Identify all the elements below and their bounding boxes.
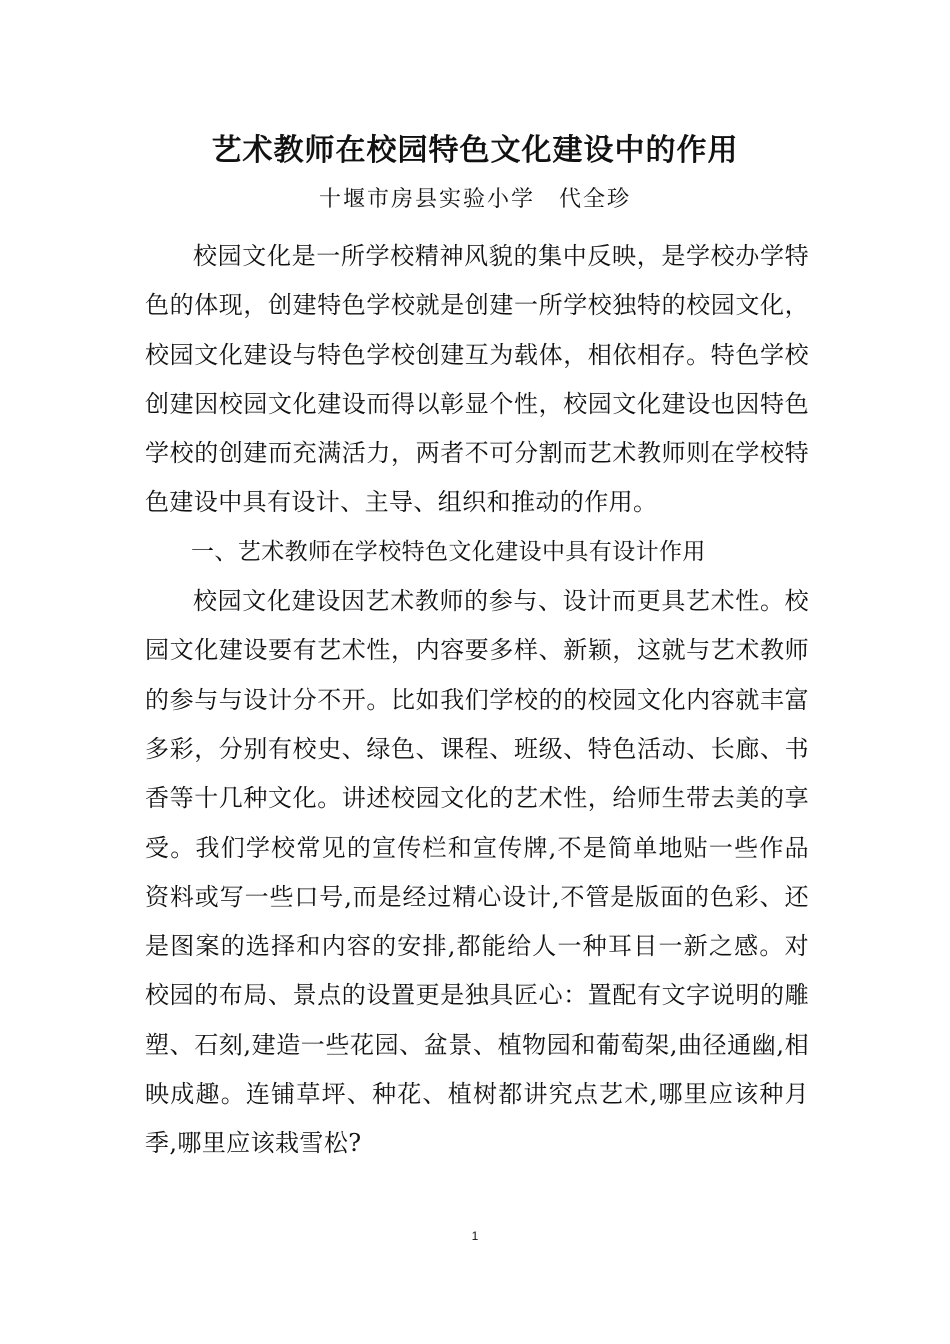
intro-paragraph: 校园文化是一所学校精神风貌的集中反映，是学校办学特色的体现，创建特色学校就是创建一所学校独特的校园文化，校园文化建设与特色学校创建互为载体，相依相存。特色学校创建因校园文化建设而得以彰显个性，校园文化建设也因特色学校的创建而充满活力，两者不可分割而艺术教师则在学校特色建设中具有设计、主导、组织和推动的作用。 <box>145 242 809 517</box>
author-line: 十堰市房县实验小学 代全珍 <box>318 187 631 212</box>
section-heading: 一、艺术教师在学校特色文化建设中具有设计作用 <box>191 538 706 565</box>
section-paragraph: 校园文化建设因艺术教师的参与、设计而更具艺术性。校园文化建设要有艺术性，内容要多样、新颖，这就与艺术教师的参与与设计分不开。比如我们学校的的校园文化内容就丰富多彩，分别有校史、绿色、课程、班级、特色活动、长廊、书香等十几种文化。讲述校园文化的艺术性，给师生带去美的享受。我们学校常见的宣传栏和宣传牌,不是简单地贴一些作品资料或写一些口号,而是经过精心设计,不管是版面的色彩、还是图案的选择和内容的安排,都能给人一种耳目一新之感。对校园的布局、景点的设置更是独具匠心：置配有文字说明的雕塑、石刻,建造一些花园、盆景、植物园和葡萄架,曲径通幽,相映成趣。连铺草坪、种花、植树都讲究点艺术,哪里应该种月季,哪里应该栽雪松? <box>145 587 809 1158</box>
page-number: 1 <box>471 1229 479 1243</box>
document-title: 艺术教师在校园特色文化建设中的作用 <box>211 133 739 168</box>
document-body <box>145 232 809 1169</box>
